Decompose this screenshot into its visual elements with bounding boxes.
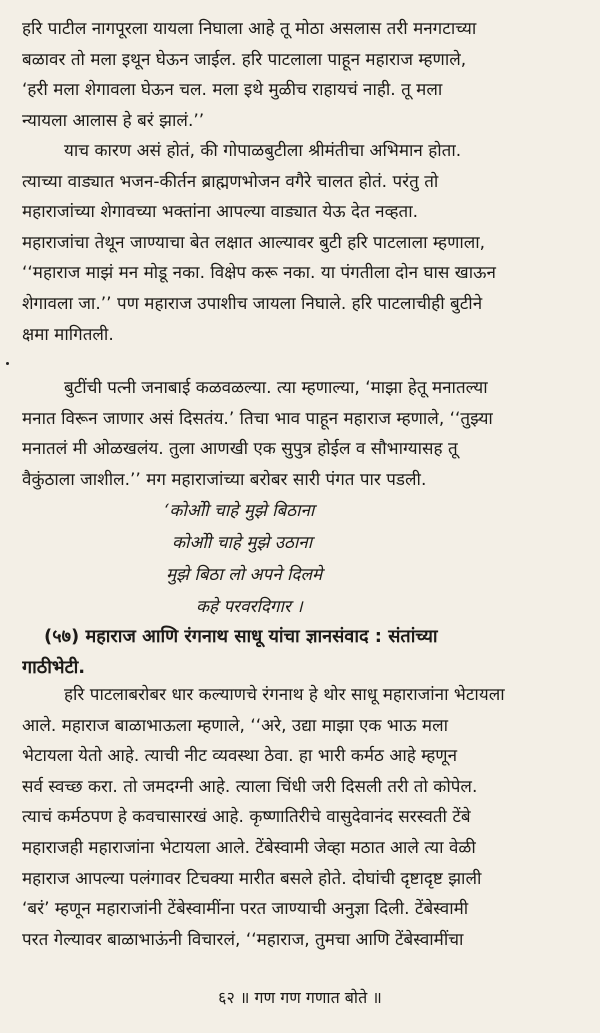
paragraph-line: मनातलं मी ओळखलंय. तुला आणखी एक सुपुत्र होईल व सौभाग्यासह तू (22, 439, 458, 460)
verse-line: कोओी चाहे मुझे उठाना (172, 533, 313, 553)
paragraph-line: सर्व स्वच्छ करा. तो जमदग्नी आहे. त्याला चिंधी जरी दिसली तरी तो कोपेल. (22, 776, 478, 797)
paragraph-line: भेटायला येतो आहे. त्याची नीट व्यवस्था ठेवा. हा भारी कर्मठ आहे म्हणून (22, 746, 458, 767)
verse-line: कहे परवरदिगार । (196, 597, 303, 617)
paragraph-2 (22, 136, 582, 350)
heading-line: गाठीभेटी. (22, 656, 86, 678)
paragraph-line: त्याचं कर्मठपण हे कवचासारखं आहे. कृष्णातिरीचे वासुदेवानंद सरस्वती टेंबे (22, 807, 471, 828)
heading-line: (५७) महाराज आणि रंगनाथ साधू यांचा ज्ञानसंवाद : संतांच्या (44, 626, 438, 647)
paragraph-line: त्याच्या वाड्यात भजन-कीर्तन ब्राह्मणभोजन वगैरे चालत होतं. परंतु तो (22, 171, 439, 192)
paragraph-line: वैकुंठाला जाशील.’’ मग महाराजांच्या बरोबर सारी पंगत पार पडली. (22, 469, 427, 490)
paragraph-line: क्षमा मागितली. (22, 324, 114, 345)
paragraph-line: ‘हरी मला शेगावला घेऊन चल. मला इथे मुळीच राहायचं नाही. तू मला (22, 80, 443, 101)
paragraph-line: परत गेल्यावर बाळाभाऊंनी विचारलं, ‘‘महाराज, तुमचा आणि टेंबेस्वामींचा (22, 929, 464, 950)
paragraph-line: आले. महाराज बाळाभाऊला म्हणाले, ‘‘अरे, उद्या माझा एक भाऊ मला (22, 715, 449, 736)
paragraph-line: मनात विरून जाणार असं दिसतंय.’ तिचा भाव पाहून महाराज म्हणाले, ‘‘तुझ्या (22, 408, 493, 429)
paragraph-line: बळावर तो मला इथून घेऊन जाईल. हरि पाटलाला पाहून महाराज म्हणाले, (22, 49, 467, 70)
paragraph-line: शेगावला जा.’’ पण महाराज उपाशीच जायला निघाले. हरि पाटलाचीही बुटीने (22, 293, 483, 314)
paragraph-3 (22, 373, 582, 495)
section-heading (22, 622, 582, 683)
verse-line: ‘कोओी चाहे मुझे बिठाना (164, 501, 315, 521)
verse-line: मुझे बिठा लो अपने दिलमे (166, 565, 323, 585)
paragraph-line: याच कारण असं होतं, की गोपाळबुटीला श्रीमंतीचा अभिमान होता. (64, 141, 462, 161)
paragraph-line: हरि पाटील नागपूरला यायला निघाला आहे तू मोठा असलास तरी मनगटाच्या (22, 19, 477, 39)
paragraph-line: महाराजांचा तेथून जाण्याचा बेत लक्षात आल्यावर बुटी हरि पाटलाला म्हणाला, (22, 232, 486, 253)
paragraph-4 (22, 680, 582, 955)
paragraph-line: महाराज आपल्या पलंगावर टिचक्या मारीत बसले होते. दोघांची दृष्टादृष्ट झाली (22, 868, 482, 889)
paragraph-line: महाराजांच्या शेगावच्या भक्तांना आपल्या वाड्यात येऊ देत नव्हता. (22, 202, 419, 223)
page-footer: ६२ ॥ गण गण गणात बोते ॥ (218, 988, 382, 1007)
stray-dot (6, 362, 9, 365)
paragraph-line: न्यायला आलास हे बरं झालं.’’ (22, 110, 205, 131)
paragraph-line: महाराजही महाराजांना भेटायला आले. टेंबेस्वामी जेव्हा मठात आले त्या वेळी (22, 837, 476, 858)
paragraph-line: हरि पाटलाबरोबर धार कल्याणचे रंगनाथ हे थोर साधू महाराजांना भेटायला (64, 685, 505, 705)
paragraph-1 (22, 14, 582, 136)
paragraph-line: ‘बरं’ म्हणून महाराजांनी टेंबेस्वामींना परत जाण्याची अनुज्ञा दिली. टेंबेस्वामी (22, 899, 469, 920)
paragraph-line: बुटींची पत्नी जनाबाई कळवळल्या. त्या म्हणाल्या, ‘माझा हेतू मनातल्या (64, 378, 488, 398)
paragraph-line: ‘‘महाराज माझं मन मोडू नका. विक्षेप करू नका. या पंगतीला दोन घास खाऊन (22, 263, 496, 284)
